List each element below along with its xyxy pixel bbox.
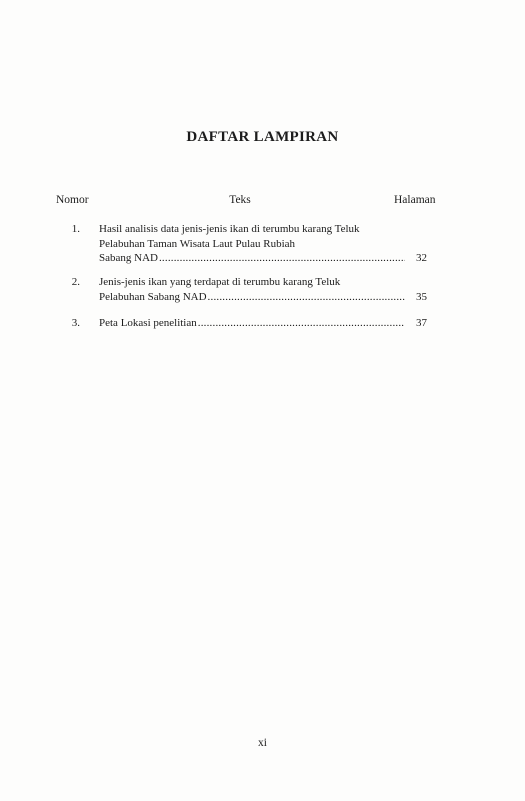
entry-text-line-with-leader <box>99 251 405 266</box>
entry-text <box>99 222 409 266</box>
entry-text-line: Pelabuhan Sabang NAD <box>99 290 207 303</box>
entry-text-line: Sabang NAD <box>99 252 158 264</box>
dot-leader <box>208 290 405 305</box>
entry-text <box>99 275 409 304</box>
entry-page-number: 32 <box>416 252 427 264</box>
entry-page-number: 35 <box>416 290 427 303</box>
page-title: DAFTAR LAMPIRAN <box>186 129 339 145</box>
entry-text <box>99 316 409 331</box>
entry-text-line: Pelabuhan Taman Wisata Laut Pulau Rubiah <box>99 237 296 250</box>
page-folio: xi <box>258 737 267 749</box>
dot-leader <box>198 316 405 331</box>
entry-number: 1. <box>71 223 80 235</box>
column-header-halaman: Halaman <box>394 194 436 206</box>
column-header-teks: Teks <box>229 194 251 206</box>
column-header-nomor: Nomor <box>56 194 89 206</box>
entry-text-line: Jenis-jenis ikan yang terdapat di terumbu karang Teluk <box>99 276 341 288</box>
entry-text-line: Peta Lokasi penelitian <box>99 317 197 329</box>
dot-leader <box>159 251 405 266</box>
entry-text-line: Hasil analisis data jenis-jenis ikan di terumbu karang Teluk <box>99 223 360 235</box>
entry-number: 3. <box>71 317 80 329</box>
entry-page-number: 37 <box>416 317 427 329</box>
entry-text-line-with-leader <box>99 290 405 305</box>
entry-text-line-with-leader <box>99 316 405 331</box>
entry-number: 2. <box>71 276 80 288</box>
